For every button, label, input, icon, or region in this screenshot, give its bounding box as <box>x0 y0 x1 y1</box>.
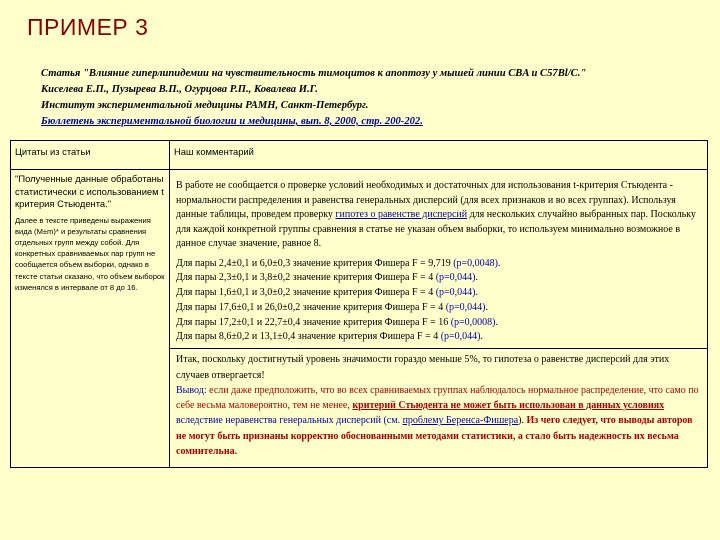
quote-cell <box>11 170 170 349</box>
pair-row: Для пары 17,6±0,1 и 26,0±0,2 значение критерия Фишера F = 4 (p=0,044). <box>176 301 489 313</box>
pair-row: Для пары 2,3±0,1 и 3,8±0,2 значение критерия Фишера F = 4 (p=0,044). <box>176 272 479 284</box>
quote-main: "Полученные данные обработаны статистически с использованием t критерия Стьюдента." <box>15 173 164 209</box>
conclusion-blue: вследствие неравенства генеральных дисперсий (см. <box>176 415 403 427</box>
conclusion-final: Из чего следует, что выводы авторов не могут быть признаны корректно обоснованными методами статистики, а стало быть надежность их весьма сомнительна. <box>176 415 693 458</box>
comment-text-1: В работе не сообщается о проверке условий необходимых и достаточных для использования t-критерия Стьюдента - нормальности распределения и равенства генеральных дисперсий (для всех признаков и во всех группах). Используя данные таблицы, проведем проверку <box>176 180 676 220</box>
behrens-fisher-link[interactable]: проблему Беренса-Фишера <box>402 415 519 427</box>
article-title: Статья "Влияние гиперлипидемии на чувствительность тимоцитов к апоптозу у мышей линии CBA и C57Bl/C." <box>41 68 587 79</box>
quote-cell-empty <box>11 349 170 468</box>
slide-title: ПРИМЕР 3 <box>27 14 149 40</box>
conclusion-text-1: Итак, поскольку достигнутый уровень значимости гораздо меньше 5%, то гипотеза о равенстве дисперсий для этих случаев отвергается! <box>176 354 670 381</box>
pair-row: Для пары 8,6±0,2 и 13,1±0,4 значение критерия Фишера F = 4 (p=0,044). <box>176 331 484 343</box>
conclusion-cell <box>170 349 708 468</box>
p-value: (p=0,044) <box>440 331 481 343</box>
pair-row: Для пары 1,6±0,1 и 3,0±0,2 значение критерия Фишера F = 4 (p=0,044). <box>176 287 479 299</box>
pair-row: Для пары 17,2±0,1 и 22,7±0,4 значение критерия Фишера F = 16 (p=0,0008). <box>176 316 499 328</box>
comment-cell <box>170 170 708 349</box>
col2-header: Наш комментарий <box>170 141 708 170</box>
conclusion-red: если даже предположить, что во всех сравниваемых группах наблюдалось нормальное распределение, что само по себе весьма маловероятно, тем не менее, <box>176 384 699 412</box>
p-value: (p=0,044) <box>435 287 476 299</box>
conclusion-label: Вывод: <box>176 384 210 396</box>
col1-header: Цитаты из статьи <box>11 141 170 170</box>
variance-hypothesis-link[interactable]: гипотез о равенстве дисперсий <box>335 209 468 220</box>
article-header <box>41 66 681 130</box>
article-source-link[interactable]: Бюллетень экспериментальной биологии и медицины, вып. 8, 2000, стр. 200-202. <box>41 116 423 127</box>
comment-paragraph <box>176 179 701 252</box>
p-value: (p=0,044) <box>445 301 486 313</box>
comment-text-2: для нескольких случайно выбранных пар. Поскольку для каждой конкретной группы сравнения в статье не указан объем выборки, то используем минимально возможное в данное случае значение, равное 8. <box>176 209 696 249</box>
p-value: (p=0,044) <box>435 272 476 284</box>
comparison-table <box>10 140 708 468</box>
conclusion-end: ). <box>518 415 524 427</box>
p-value: (p=0,0048) <box>453 257 499 269</box>
p-value: (p=0,0008) <box>450 316 496 328</box>
article-institute: Институт экспериментальной медицины РАМН, Санкт-Петербург. <box>41 100 369 111</box>
pairs-list <box>176 257 701 346</box>
student-criterion-link[interactable]: критерий Стьюдента не может быть использован в данных условиях <box>352 400 665 412</box>
article-authors: Киселева Е.П., Пузырева В.П., Огурцова Р.П., Ковалева И.Г. <box>41 84 318 95</box>
pair-row: Для пары 2,4±0,1 и 6,0±0,3 значение критерия Фишера F = 9,719 (p=0,0048). <box>176 257 501 269</box>
quote-small: Далее в тексте приведены выражения вида (M±m)* и результаты сравнения отдельных групп между собой. Для конкретных сравниваемых пар групп не сообщается объем выборки, однако в тексте статьи сказано, что объем выборок изменялся в интервале от 8 до 16. <box>15 215 165 292</box>
